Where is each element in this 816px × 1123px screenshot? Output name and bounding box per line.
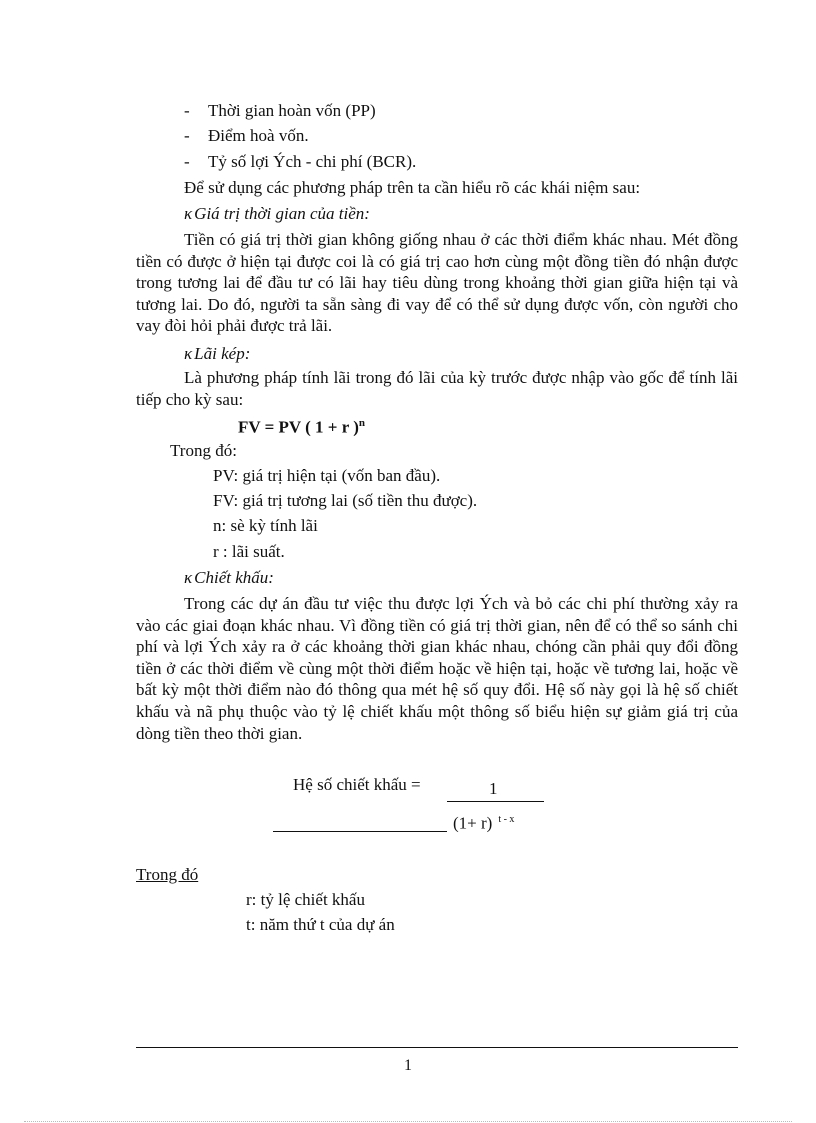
definition-item: n: sè kỳ tính lãi xyxy=(213,516,318,535)
formula-exponent: n xyxy=(358,417,366,429)
bullet-text: Tỷ số lợi Ých - chi phí (BCR). xyxy=(208,152,417,171)
definition-item: r : lãi suất. xyxy=(213,542,285,561)
fraction-bar xyxy=(447,801,544,802)
definition-item: PV: giá trị hiện tại (vốn ban đầu). xyxy=(213,466,441,485)
compound-interest-paragraph: Là phương pháp tính lãi trong đó lãi của kỳ trước được nhập vào gốc để tính lãi tiếp cho kỳ sau: xyxy=(136,368,738,409)
kappa-symbol: κ xyxy=(184,204,193,223)
bullet-dash: - xyxy=(184,126,190,145)
definition-item: r: tỷ lệ chiết khấu xyxy=(246,890,365,909)
definition-item: t: năm thứ t của dự án xyxy=(246,915,395,934)
kappa-symbol: κ xyxy=(184,568,193,587)
bullet-item xyxy=(184,151,416,173)
compound-interest-formula xyxy=(238,412,365,439)
intro-paragraph: Để sử dụng các phương pháp trên ta cần hiểu rõ các khái niệm sau: xyxy=(184,178,641,197)
discount-formula-numerator: 1 xyxy=(489,779,498,798)
bullet-dash: - xyxy=(184,101,190,120)
page-bottom-edge xyxy=(24,1121,792,1122)
definition-item: FV: giá trị tương lai (số tiền thu được). xyxy=(213,491,478,510)
denominator-exponent: t - x xyxy=(498,814,515,825)
discount-formula-label: Hệ số chiết khấu = xyxy=(293,775,421,794)
bullet-item xyxy=(184,100,376,122)
section-heading-compound-interest xyxy=(184,343,250,365)
bullet-item xyxy=(184,125,309,147)
bullet-text: Thời gian hoàn vốn (PP) xyxy=(208,101,376,120)
formula-underline xyxy=(273,831,447,832)
page-number: 1 xyxy=(404,1057,412,1074)
kappa-symbol: κ xyxy=(184,344,193,363)
heading-text: Lãi kép: xyxy=(194,344,251,363)
discount-paragraph: Trong các dự án đầu tư việc thu được lợi Ých và bỏ các chi phí thường xảy ra vào các giai đoạn khác nhau. Vì đồng tiền có giá trị thời gian, nên để có thể so sánh chi phí và lợi Ých xảy ra ở các khoảng thời gian khác nhau, chóng cần phải quy đổi đồng tiền ở các thời điểm về cùng một thời điểm hoặc về hiện tại, hoặc về tương lai, hoặc về bất kỳ một thời điểm nào đó thông qua mét hệ số quy đổi. Hệ số này gọi là hệ số chiết khấu và nã phụ thuộc vào tỷ lệ chiết khấu một thông số biểu hiện sự giảm giá trị của dòng tiền theo thời gian. xyxy=(136,594,738,743)
heading-text: Chiết khấu: xyxy=(194,568,274,587)
heading-text: Giá trị thời gian của tiền: xyxy=(194,204,370,223)
denominator-text: (1+ r) xyxy=(453,813,493,833)
discount-formula-denominator xyxy=(453,809,514,835)
section-heading-discount xyxy=(184,567,274,589)
formula-text: FV = PV ( 1 + r ) xyxy=(238,417,359,437)
section-heading-time-value xyxy=(184,203,370,225)
where-label: Trong đó xyxy=(136,865,199,884)
footer-divider xyxy=(136,1047,738,1048)
bullet-text: Điểm hoà vốn. xyxy=(208,126,309,145)
bullet-dash: - xyxy=(184,152,190,171)
time-value-paragraph: Tiền có giá trị thời gian không giống nhau ở các thời điểm khác nhau. Mét đồng tiền có được ở hiện tại được coi là có giá trị cao hơn cùng một đồng tiền đó nhận được trong tương lai để đầu tư có lãi hay tiêu dùng trong khoảng thời gian giữa hiện tại và tương lai. Do đó, người ta sẵn sàng đi vay để có thể sử dụng được vốn, còn người cho vay đòi hỏi phải được trả lãi. xyxy=(136,230,738,336)
where-label: Trong đó: xyxy=(170,441,237,460)
